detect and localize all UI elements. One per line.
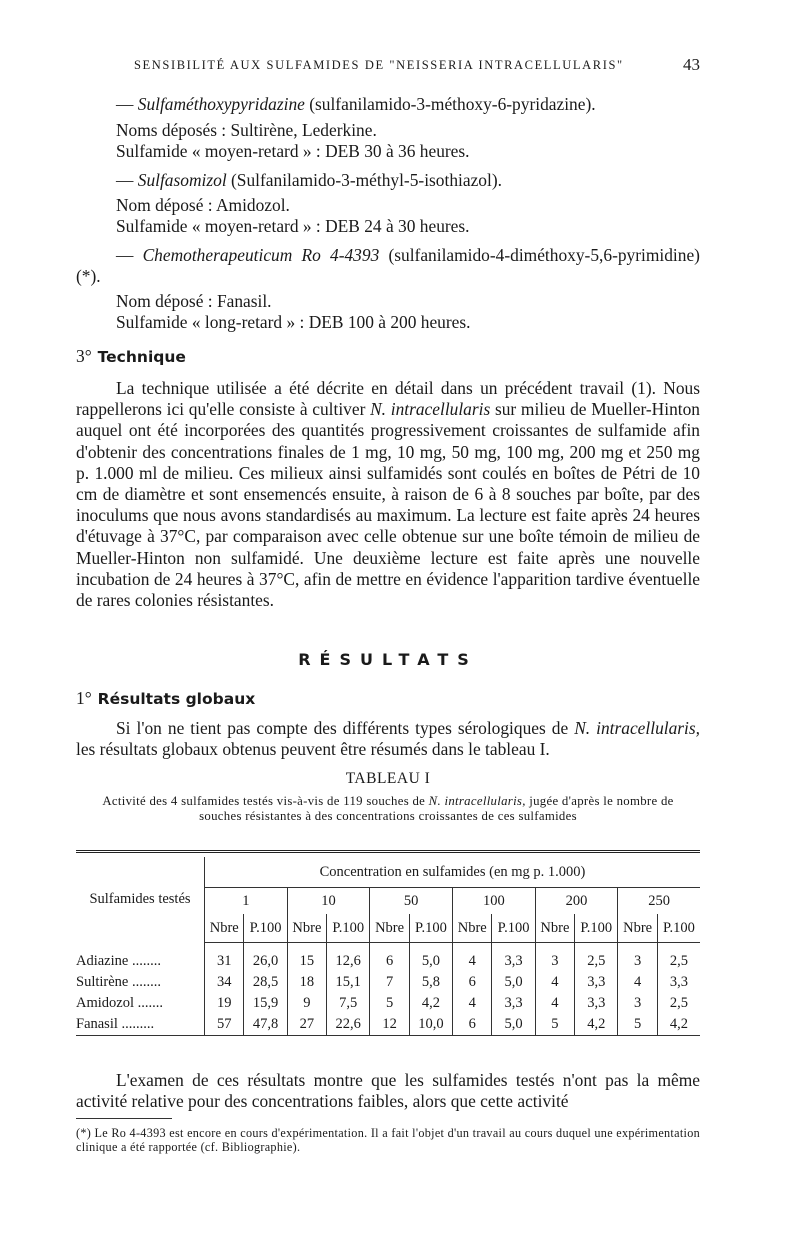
- table-cell: 2,5: [657, 943, 700, 973]
- table-body: [76, 943, 700, 1036]
- technique-paragraph: [76, 378, 700, 611]
- results-paragraph: [76, 718, 700, 760]
- table-cell: 2,5: [575, 943, 618, 973]
- section-heading-results: [76, 688, 255, 709]
- table-cell: 5,0: [492, 972, 535, 993]
- text-run: les résultats globaux obtenus peuvent être résumés dans le tableau I.: [76, 739, 550, 760]
- section-number: 1°: [76, 688, 92, 708]
- concentration-header: 50: [370, 888, 453, 915]
- table-cell: 4,2: [409, 993, 452, 1014]
- footnote-rule: [76, 1118, 172, 1119]
- concentration-header: 1: [205, 888, 288, 915]
- table-cell: 6: [453, 972, 492, 993]
- table-cell: 4: [535, 972, 574, 993]
- table-cell: 15: [287, 943, 326, 973]
- drug-chem: (Sulfanilamido-3-méthyl-5-isothiazol).: [231, 170, 502, 190]
- text-run: Si l'on ne tient pas compte des différents types sérologiques de: [116, 718, 575, 738]
- table-cell: 18: [287, 972, 326, 993]
- table-cell: 12: [370, 1014, 409, 1036]
- table-cell: 2,5: [657, 993, 700, 1014]
- section-number: 3°: [76, 346, 92, 366]
- table-cell: 28,5: [244, 972, 287, 993]
- table-cell: 15,1: [327, 972, 370, 993]
- table-row: [76, 993, 700, 1014]
- section-heading-technique: [76, 346, 186, 367]
- drug-chem: (sulfanilamido-3-méthoxy-6-pyridazine).: [309, 94, 596, 114]
- text-run: sur milieu de Mueller-Hinton auquel ont été incorporées des quantités progressivement croissantes de sulfamide afin d'obtenir des concentrations finales de 1 mg, 10 mg, 50 mg, 100 mg, 200 mg et 250 mg p. 1.000 ml de milieu. Ces milieux ainsi sulfamidés sont coulés en boîtes de Pétri de 10 cm de diamètre et sont ensemencés ensuite, à raison de 6 à 8 souches par boîte, par des inoculums que nous avons standardisés au maximum. La lecture est faite après 24 heures d'étuvage à 37°C, par comparaison avec celle obtenue sur une boîte témoin de milieu de Mueller-Hinton non sulfamidé. Une deuxième lecture est faite après une nouvelle incubation de 24 heures à 37°C, afin de mettre en évidence l'apparition tardive éventuelle de rares colonies résistantes.: [76, 399, 700, 611]
- dash: —: [116, 94, 134, 114]
- table-cell: 5,0: [409, 943, 452, 973]
- section-title: Résultats globaux: [97, 690, 256, 708]
- table-cell: 9: [287, 993, 326, 1014]
- table-cell: 4: [618, 972, 657, 993]
- drug-entry-3: [76, 245, 700, 287]
- table-cell: 57: [205, 1014, 244, 1036]
- row-label: Fanasil .........: [76, 1014, 205, 1036]
- sub-header: Nbre: [535, 914, 574, 943]
- drug-name: Sulfaméthoxypyridazine: [137, 94, 305, 114]
- table-cell: 4,2: [575, 1014, 618, 1036]
- sub-header: Nbre: [618, 914, 657, 943]
- table-cell: 19: [205, 993, 244, 1014]
- table-cell: 3,3: [492, 993, 535, 1014]
- drug-name: Sulfasomizol: [137, 170, 227, 190]
- table-cell: 6: [370, 943, 409, 973]
- table-cell: 34: [205, 972, 244, 993]
- sub-header: P.100: [409, 914, 452, 943]
- table-cell: 26,0: [244, 943, 287, 973]
- table-row: [76, 972, 700, 993]
- table-cell: 4: [453, 943, 492, 973]
- table-cell: 7,5: [327, 993, 370, 1014]
- drug-entry-1: [116, 94, 700, 115]
- concentration-header: 100: [453, 888, 536, 915]
- table-cell: 6: [453, 1014, 492, 1036]
- table-cell: 47,8: [244, 1014, 287, 1036]
- sub-header: P.100: [492, 914, 535, 943]
- sub-header: P.100: [244, 914, 287, 943]
- table-cell: 3,3: [575, 972, 618, 993]
- concentration-header: 250: [618, 888, 700, 915]
- table-cell: 4,2: [657, 1014, 700, 1036]
- table-cell: 12,6: [327, 943, 370, 973]
- table-cell: 5: [535, 1014, 574, 1036]
- table-cell: 5: [618, 1014, 657, 1036]
- table-cell: 22,6: [327, 1014, 370, 1036]
- table-cell: 3: [535, 943, 574, 973]
- table-cell: 5,8: [409, 972, 452, 993]
- table-row: [76, 1014, 700, 1036]
- row-header: Sulfamides testés: [89, 891, 191, 908]
- species-name: N. intracellularis: [370, 399, 491, 420]
- running-title: SENSIBILITÉ AUX SULFAMIDES DE "NEISSERIA INTRACELLULARIS": [134, 58, 624, 72]
- table-caption: [96, 794, 680, 825]
- table-cell: 4: [535, 993, 574, 1014]
- drug-name: Chemotherapeuticum Ro 4-4393: [142, 245, 380, 265]
- row-label: Adiazine ........: [76, 952, 161, 969]
- section-title: Technique: [97, 348, 186, 366]
- concentration-header: 200: [535, 888, 618, 915]
- table-cell: 10,0: [409, 1014, 452, 1036]
- closing-paragraph: L'examen de ces résultats montre que les sulfamides testés n'ont pas la même activité relative pour des concentrations faibles, alors que cette activité: [76, 1070, 700, 1112]
- table-cell: 3: [618, 943, 657, 973]
- sub-header: P.100: [327, 914, 370, 943]
- footnote-text: (*) Le Ro 4-4393 est encore en cours d'expérimentation. Il a fait l'objet d'un travail au cours duquel une expérimentation clinique a été rapportée (cf. Bibliographie).: [76, 1126, 700, 1154]
- concentration-header: 10: [287, 888, 370, 915]
- table-cell: 3: [618, 993, 657, 1014]
- results-table: [76, 850, 700, 1036]
- drug-3-line-1: Nom déposé : Fanasil.: [116, 291, 272, 311]
- group-header: Concentration en sulfamides (en mg p. 1.000): [205, 857, 701, 888]
- sub-header: P.100: [657, 914, 700, 943]
- sub-header: Nbre: [370, 914, 409, 943]
- text-run: jugée d'après le nombre de souches résistantes à des concentrations croissantes de ces sulfamides: [199, 794, 674, 824]
- table-cell: 15,9: [244, 993, 287, 1014]
- table-cell: 4: [453, 993, 492, 1014]
- table-cell: 7: [370, 972, 409, 993]
- dash: —: [116, 170, 134, 190]
- sub-header: Nbre: [287, 914, 326, 943]
- drug-2-line-1: Nom déposé : Amidozol.: [116, 195, 290, 215]
- drug-1-line-2: Sulfamide « moyen-retard » : DEB 30 à 36 heures.: [116, 141, 470, 161]
- running-head: [134, 55, 700, 74]
- table-cell: 31: [205, 943, 244, 973]
- row-label: Amidozol .......: [76, 995, 163, 1011]
- species-name: N. intracellularis,: [574, 718, 701, 738]
- species-name: N. intracellularis,: [428, 794, 526, 808]
- results-title: RÉSULTATS: [298, 650, 478, 669]
- page-number: 43: [683, 55, 700, 74]
- table-cell: 3,3: [657, 972, 700, 993]
- sub-header: P.100: [575, 914, 618, 943]
- table-cell: 3,3: [492, 943, 535, 973]
- table-row: [76, 943, 700, 973]
- drug-2-line-2: Sulfamide « moyen-retard » : DEB 24 à 30 heures.: [116, 216, 470, 236]
- footnote: [76, 1126, 700, 1154]
- table-cell: 5: [370, 993, 409, 1014]
- drug-3-line-2: Sulfamide « long-retard » : DEB 100 à 200 heures.: [116, 312, 471, 332]
- sub-header: Nbre: [205, 914, 244, 943]
- drug-1-line-1: Noms déposés : Sultirène, Lederkine.: [116, 120, 377, 140]
- table-cell: 27: [287, 1014, 326, 1036]
- row-label: Sultirène ........: [76, 974, 161, 990]
- drug-chem: (sulfanilamido-4-diméthoxy-5,6-pyrimidine) (*).: [76, 245, 700, 287]
- text-run: Activité des 4 sulfamides testés vis-à-vis de 119 souches de: [102, 794, 429, 808]
- table-cell: 5,0: [492, 1014, 535, 1036]
- sub-header: Nbre: [453, 914, 492, 943]
- drug-entry-2: [116, 170, 700, 191]
- table-title: TABLEAU I: [345, 770, 431, 787]
- dash: —: [116, 245, 134, 265]
- text-run: La technique utilisée a été décrite en détail dans un précédent travail (1). Nous rappellerons ici qu'elle consiste à cultiver: [76, 378, 700, 420]
- page: [76, 0, 700, 1234]
- table-cell: 3,3: [575, 993, 618, 1014]
